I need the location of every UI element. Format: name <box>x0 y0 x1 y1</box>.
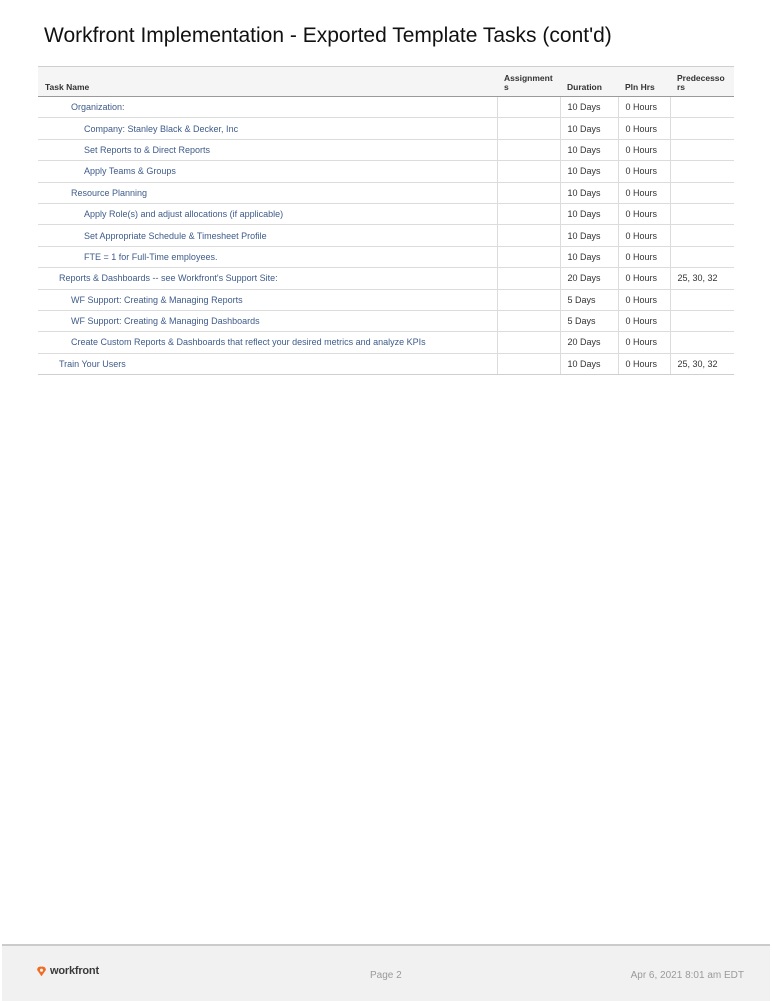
assignments-cell <box>497 225 560 246</box>
assignments-cell <box>497 289 560 310</box>
table-row <box>38 118 734 139</box>
assignments-cell <box>497 203 560 224</box>
predecessors-cell <box>670 161 734 182</box>
task-rows <box>38 97 734 375</box>
predecessors-cell: 25, 30, 32 <box>670 268 734 289</box>
duration-cell: 10 Days <box>560 225 618 246</box>
pln-hrs-cell: 0 Hours <box>618 203 670 224</box>
assignments-cell <box>497 353 560 374</box>
task-name-cell[interactable]: Create Custom Reports & Dashboards that reflect your desired metrics and analyze KPIs <box>38 332 497 353</box>
duration-cell: 20 Days <box>560 332 618 353</box>
task-name-cell[interactable]: WF Support: Creating & Managing Reports <box>38 289 497 310</box>
page-footer <box>2 944 770 1001</box>
assignments-cell <box>497 182 560 203</box>
duration-cell: 10 Days <box>560 203 618 224</box>
column-header-task-name[interactable]: Task Name <box>38 67 497 97</box>
duration-cell: 10 Days <box>560 182 618 203</box>
table-row <box>38 289 734 310</box>
pln-hrs-cell: 0 Hours <box>618 289 670 310</box>
task-name-cell[interactable]: Set Appropriate Schedule & Timesheet Profile <box>38 225 497 246</box>
task-name-cell[interactable]: Organization: <box>38 97 497 118</box>
duration-cell: 10 Days <box>560 118 618 139</box>
workfront-logo <box>36 965 99 977</box>
assignments-cell <box>497 161 560 182</box>
table-row <box>38 332 734 353</box>
assignments-cell <box>497 246 560 267</box>
assignments-cell <box>497 118 560 139</box>
workfront-logo-icon <box>36 966 47 977</box>
duration-cell: 10 Days <box>560 97 618 118</box>
pln-hrs-cell: 0 Hours <box>618 182 670 203</box>
duration-cell: 20 Days <box>560 268 618 289</box>
export-timestamp: Apr 6, 2021 8:01 am EDT <box>630 970 744 981</box>
assignments-cell <box>497 139 560 160</box>
task-name-cell[interactable]: Reports & Dashboards -- see Workfront's Support Site: <box>38 268 497 289</box>
assignments-cell <box>497 268 560 289</box>
duration-cell: 10 Days <box>560 139 618 160</box>
pln-hrs-cell: 0 Hours <box>618 268 670 289</box>
task-name-cell[interactable]: FTE = 1 for Full-Time employees. <box>38 246 497 267</box>
task-name-cell[interactable]: Resource Planning <box>38 182 497 203</box>
predecessors-cell <box>670 225 734 246</box>
predecessors-cell <box>670 118 734 139</box>
table-row <box>38 225 734 246</box>
task-table <box>38 66 734 375</box>
assignments-cell <box>497 97 560 118</box>
pln-hrs-cell: 0 Hours <box>618 246 670 267</box>
pln-hrs-cell: 0 Hours <box>618 225 670 246</box>
predecessors-cell <box>670 203 734 224</box>
column-header-pln-hrs[interactable]: Pln Hrs <box>618 67 670 97</box>
table-row <box>38 182 734 203</box>
table-row <box>38 203 734 224</box>
task-name-cell[interactable]: Apply Teams & Groups <box>38 161 497 182</box>
duration-cell: 5 Days <box>560 289 618 310</box>
column-header-assignments[interactable]: Assignments <box>497 67 560 97</box>
task-name-cell[interactable]: Company: Stanley Black & Decker, Inc <box>38 118 497 139</box>
duration-cell: 10 Days <box>560 353 618 374</box>
predecessors-cell <box>670 97 734 118</box>
task-name-cell[interactable]: Train Your Users <box>38 353 497 374</box>
column-header-duration[interactable]: Duration <box>560 67 618 97</box>
task-name-cell[interactable]: Apply Role(s) and adjust allocations (if applicable) <box>38 203 497 224</box>
predecessors-cell <box>670 246 734 267</box>
table-row <box>38 353 734 374</box>
pln-hrs-cell: 0 Hours <box>618 332 670 353</box>
pln-hrs-cell: 0 Hours <box>618 118 670 139</box>
column-header-predecessors[interactable]: Predecessors <box>670 67 734 97</box>
assignments-cell <box>497 332 560 353</box>
table-row <box>38 97 734 118</box>
pln-hrs-cell: 0 Hours <box>618 353 670 374</box>
predecessors-cell <box>670 310 734 331</box>
table-row <box>38 161 734 182</box>
assignments-cell <box>497 310 560 331</box>
predecessors-cell <box>670 332 734 353</box>
table-row <box>38 246 734 267</box>
table-header-row <box>38 67 734 97</box>
workfront-logo-text: workfront <box>50 965 99 977</box>
pln-hrs-cell: 0 Hours <box>618 310 670 331</box>
page-number: Page 2 <box>370 970 402 981</box>
duration-cell: 10 Days <box>560 246 618 267</box>
pln-hrs-cell: 0 Hours <box>618 139 670 160</box>
task-name-cell[interactable]: Set Reports to & Direct Reports <box>38 139 497 160</box>
pln-hrs-cell: 0 Hours <box>618 161 670 182</box>
table-row <box>38 139 734 160</box>
predecessors-cell <box>670 139 734 160</box>
predecessors-cell: 25, 30, 32 <box>670 353 734 374</box>
pln-hrs-cell: 0 Hours <box>618 97 670 118</box>
page-title: Workfront Implementation - Exported Template Tasks (cont'd) <box>44 24 612 47</box>
table-row <box>38 310 734 331</box>
duration-cell: 10 Days <box>560 161 618 182</box>
task-name-cell[interactable]: WF Support: Creating & Managing Dashboards <box>38 310 497 331</box>
predecessors-cell <box>670 182 734 203</box>
table-row <box>38 268 734 289</box>
duration-cell: 5 Days <box>560 310 618 331</box>
predecessors-cell <box>670 289 734 310</box>
